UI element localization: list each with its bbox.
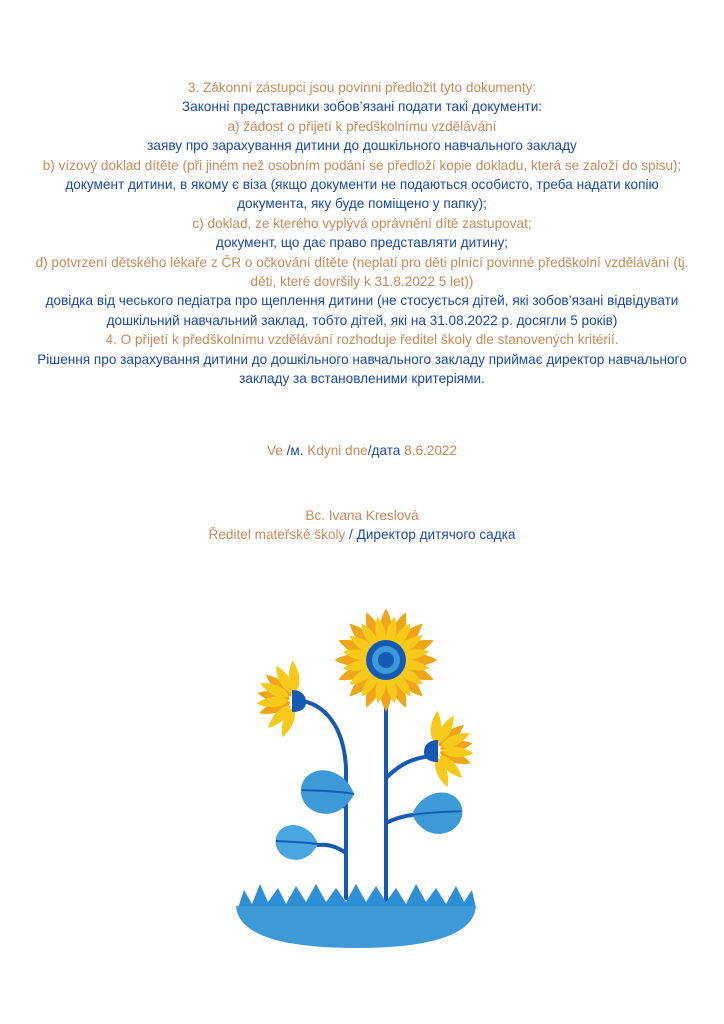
- sunflower-center: [335, 609, 438, 712]
- signatory-title-ua: Директор дитячого садка: [356, 527, 516, 543]
- sunflower-right: [424, 710, 474, 789]
- item-3-heading-cz: 3. Zákonní zástupci jsou povinni předložit tyto dokumenty:: [187, 80, 537, 95]
- item-a-ua: заяву про зарахування дитини до дошкільного навчального закладу: [147, 138, 577, 154]
- place-ve: Ve: [266, 442, 283, 458]
- item-4-ua: Рішення про зарахування дитини до дошкільного навчального закладу приймає директор навчального закладу за встановленими критеріями.: [37, 351, 687, 387]
- document-body: [30, 78, 694, 545]
- item-c-ua: документ, що дає право представляти дитину;: [215, 235, 509, 251]
- sunflower-left: [256, 660, 306, 739]
- item-d-cz: d) potvrzení dětského lékaře z ČR o očkování dítěte (neplatí pro děti plnící povinné předškolní vzdělávání (tj. děti, které dovršily k 31.8.2022 5 let)): [35, 254, 689, 290]
- sunflower-illustration-icon: [226, 608, 486, 960]
- grass-base: [236, 884, 476, 948]
- item-b-ua: документ дитини, в якому є віза (якщо документи не подаються особисто, треба надати копію документа, яку буде поміщено у папку);: [65, 177, 659, 212]
- item-a-cz: a) žádost o přijetí k předškolnímu vzdělávání: [227, 118, 497, 134]
- place-data-label: /дата: [367, 442, 401, 458]
- item-d-ua: довідка від чеського педіатра про щеплення дитини (не стосується дітей, які зобов’язані відвідувати дошкільний навчальний заклад, тобто дітей, які на 31.08.2022 р. досягли 5 років): [45, 293, 679, 328]
- item-b-cz: b) vízový doklad dítěte (při jiném než osobním podání se předloží kopie dokladu, která se založí do spisu);: [42, 157, 682, 173]
- leaves: [276, 770, 463, 860]
- signatory-title: [30, 525, 694, 544]
- place-m: /м.: [282, 442, 308, 458]
- date-value: 8.6.2022: [400, 442, 458, 458]
- place-kdyni: Kdyni dne: [307, 442, 368, 458]
- item-c-cz: c) doklad, ze kterého vyplývá oprávnění dítě zastupovat;: [192, 215, 532, 231]
- item-3-heading-ua: Законні представники зобов’язані подати такі документи:: [181, 99, 543, 115]
- title-separator: /: [345, 527, 357, 543]
- item-4-cz: 4. O přijetí k předškolnímu vzdělávání rozhoduje ředitel školy dle stanovených kritérií.: [105, 332, 619, 348]
- signatory-title-cz: Ředitel mateřské školy: [208, 527, 346, 543]
- signatory-name: Bc. Ivana Kreslová: [305, 507, 419, 523]
- place-date-line: [30, 441, 694, 460]
